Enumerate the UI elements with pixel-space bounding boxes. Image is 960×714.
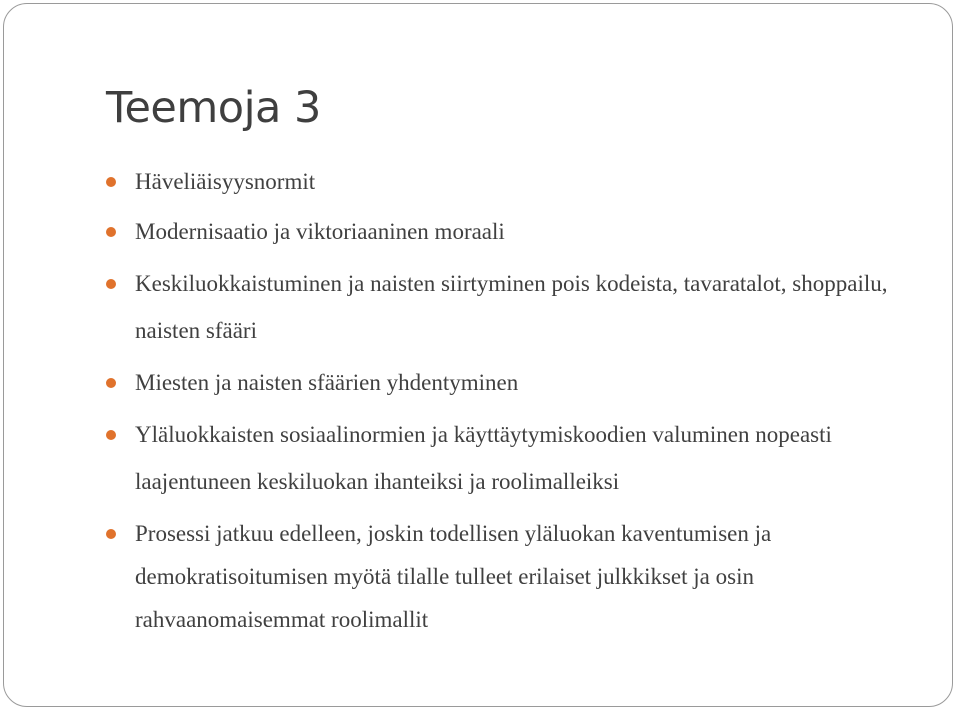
bullet-text: Modernisaatio ja viktoriaaninen moraali: [135, 219, 505, 244]
bullet-item: [104, 160, 904, 203]
bullet-dot-icon: [106, 279, 116, 289]
bullet-item: [104, 361, 904, 404]
slide: [3, 3, 953, 707]
bullet-text: Yläluokkaisten sosiaalinormien ja käyttäytymiskoodien valuminen nopeasti laajentuneen keskiluokan ihanteiksi ja roolimalleiksi: [135, 422, 832, 494]
bullet-text: Keskiluokkaistuminen ja naisten siirtyminen pois kodeista, tavaratalot, shoppailu, naisten sfääri: [135, 271, 888, 343]
bullet-item: [104, 411, 904, 505]
slide-title: Teemoja 3: [106, 83, 321, 133]
bullet-dot-icon: [106, 529, 116, 539]
bullet-dot-icon: [106, 177, 116, 187]
bullet-list: [104, 160, 904, 648]
bullet-item: [104, 260, 904, 354]
bullet-dot-icon: [106, 378, 116, 388]
bullet-dot-icon: [106, 227, 116, 237]
bullet-text: Prosessi jatkuu edelleen, joskin todellisen yläluokan kaventumisen ja demokratisoitumisen myötä tilalle tulleet erilaiset julkkikset ja osin rahvaanomaisemmat roolimallit: [135, 521, 772, 632]
bullet-item: [104, 210, 904, 253]
bullet-dot-icon: [106, 430, 116, 440]
bullet-text: Miesten ja naisten sfäärien yhdentyminen: [135, 370, 519, 395]
bullet-item: [104, 512, 904, 641]
bullet-text: Häveliäisyysnormit: [135, 169, 316, 194]
